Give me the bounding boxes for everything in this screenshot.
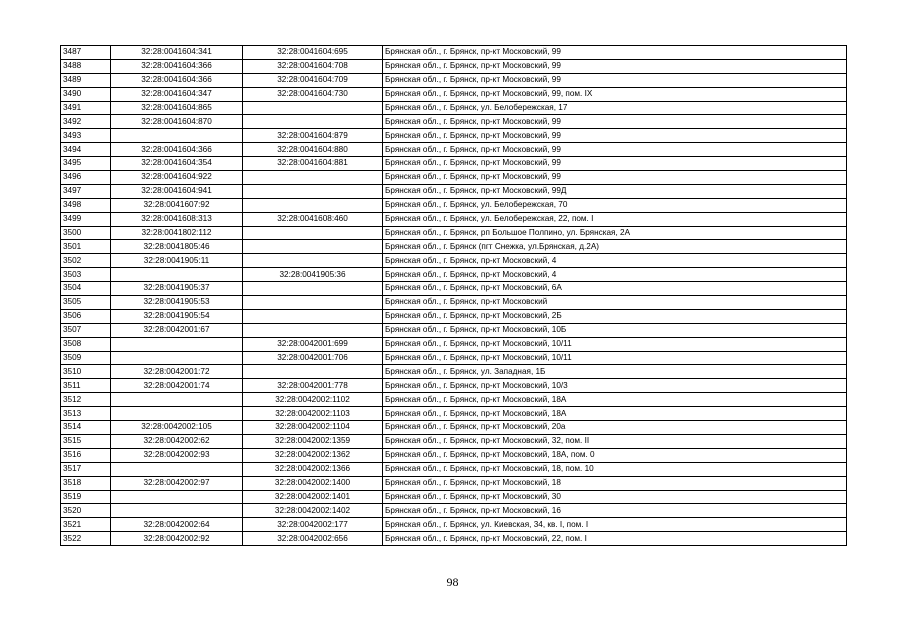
row-number-cell: 3507 (61, 323, 111, 337)
address-cell: Брянская обл., г. Брянск, пр-кт Московский, 99 (383, 129, 847, 143)
building-cadastral-number-cell: 32:28:0042002:1359 (243, 434, 383, 448)
row-number-cell: 3519 (61, 490, 111, 504)
land-cadastral-number-cell: 32:28:0041607:92 (111, 198, 243, 212)
address-cell: Брянская обл., г. Брянск, пр-кт Московский, 30 (383, 490, 847, 504)
table-row (61, 504, 847, 518)
address-cell: Брянская обл., г. Брянск, пр-кт Московский, 4 (383, 268, 847, 282)
address-cell: Брянская обл., г. Брянск, пр-кт Московский, 99 (383, 143, 847, 157)
table-row (61, 73, 847, 87)
address-cell: Брянская обл., г. Брянск, пр-кт Московский, 99 (383, 59, 847, 73)
table-row (61, 448, 847, 462)
land-cadastral-number-cell (111, 462, 243, 476)
address-cell: Брянская обл., г. Брянск, пр-кт Московский, 2Б (383, 309, 847, 323)
building-cadastral-number-cell: 32:28:0042002:1362 (243, 448, 383, 462)
table-row (61, 254, 847, 268)
row-number-cell: 3498 (61, 198, 111, 212)
land-cadastral-number-cell: 32:28:0042001:74 (111, 379, 243, 393)
table-row (61, 87, 847, 101)
building-cadastral-number-cell: 32:28:0042001:778 (243, 379, 383, 393)
land-cadastral-number-cell (111, 490, 243, 504)
building-cadastral-number-cell: 32:28:0042001:706 (243, 351, 383, 365)
row-number-cell: 3499 (61, 212, 111, 226)
land-cadastral-number-cell (111, 393, 243, 407)
land-cadastral-number-cell: 32:28:0042002:92 (111, 532, 243, 546)
building-cadastral-number-cell: 32:28:0041604:695 (243, 46, 383, 60)
property-table (60, 45, 847, 546)
address-cell: Брянская обл., г. Брянск, пр-кт Московский, 6А (383, 282, 847, 296)
table-row (61, 518, 847, 532)
building-cadastral-number-cell (243, 226, 383, 240)
building-cadastral-number-cell: 32:28:0041604:730 (243, 87, 383, 101)
address-cell: Брянская обл., г. Брянск, пр-кт Московский, 18А, пом. 0 (383, 448, 847, 462)
table-row (61, 171, 847, 185)
row-number-cell: 3497 (61, 184, 111, 198)
table-row (61, 476, 847, 490)
address-cell: Брянская обл., г. Брянск, пр-кт Московский, 99 (383, 157, 847, 171)
land-cadastral-number-cell: 32:28:0041905:53 (111, 296, 243, 310)
building-cadastral-number-cell (243, 296, 383, 310)
building-cadastral-number-cell (243, 198, 383, 212)
table-row (61, 226, 847, 240)
table-row (61, 184, 847, 198)
address-cell: Брянская обл., г. Брянск, пр-кт Московский, 99 (383, 171, 847, 185)
address-cell: Брянская обл., г. Брянск, ул. Западная, 1Б (383, 365, 847, 379)
building-cadastral-number-cell (243, 309, 383, 323)
building-cadastral-number-cell (243, 184, 383, 198)
address-cell: Брянская обл., г. Брянск, пр-кт Московский, 10/11 (383, 337, 847, 351)
building-cadastral-number-cell: 32:28:0041604:879 (243, 129, 383, 143)
table-row (61, 462, 847, 476)
table-row (61, 490, 847, 504)
building-cadastral-number-cell: 32:28:0042002:656 (243, 532, 383, 546)
building-cadastral-number-cell: 32:28:0042002:1104 (243, 421, 383, 435)
address-cell: Брянская обл., г. Брянск, пр-кт Московский (383, 296, 847, 310)
land-cadastral-number-cell: 32:28:0042002:97 (111, 476, 243, 490)
row-number-cell: 3518 (61, 476, 111, 490)
address-cell: Брянская обл., г. Брянск, пр-кт Московский, 22, пом. I (383, 532, 847, 546)
address-cell: Брянская обл., г. Брянск, пр-кт Московский, 10Б (383, 323, 847, 337)
building-cadastral-number-cell: 32:28:0042001:699 (243, 337, 383, 351)
land-cadastral-number-cell: 32:28:0041905:37 (111, 282, 243, 296)
table-row (61, 532, 847, 546)
building-cadastral-number-cell: 32:28:0042002:1103 (243, 407, 383, 421)
building-cadastral-number-cell (243, 365, 383, 379)
row-number-cell: 3508 (61, 337, 111, 351)
land-cadastral-number-cell: 32:28:0041905:11 (111, 254, 243, 268)
row-number-cell: 3521 (61, 518, 111, 532)
table-row (61, 59, 847, 73)
building-cadastral-number-cell: 32:28:0041604:880 (243, 143, 383, 157)
land-cadastral-number-cell: 32:28:0041604:941 (111, 184, 243, 198)
address-cell: Брянская обл., г. Брянск, пр-кт Московский, 10/11 (383, 351, 847, 365)
land-cadastral-number-cell: 32:28:0042002:93 (111, 448, 243, 462)
row-number-cell: 3493 (61, 129, 111, 143)
row-number-cell: 3517 (61, 462, 111, 476)
row-number-cell: 3513 (61, 407, 111, 421)
building-cadastral-number-cell: 32:28:0041608:460 (243, 212, 383, 226)
address-cell: Брянская обл., г. Брянск, ул. Белобережская, 70 (383, 198, 847, 212)
table-row (61, 379, 847, 393)
land-cadastral-number-cell: 32:28:0042002:64 (111, 518, 243, 532)
address-cell: Брянская обл., г. Брянск, пр-кт Московский, 16 (383, 504, 847, 518)
address-cell: Брянская обл., г. Брянск, пр-кт Московский, 18 (383, 476, 847, 490)
row-number-cell: 3516 (61, 448, 111, 462)
address-cell: Брянская обл., г. Брянск, пр-кт Московский, 18А (383, 393, 847, 407)
address-cell: Брянская обл., г. Брянск, пр-кт Московский, 99Д (383, 184, 847, 198)
address-cell: Брянская обл., г. Брянск, пр-кт Московский, 99, пом. IX (383, 87, 847, 101)
land-cadastral-number-cell: 32:28:0041805:46 (111, 240, 243, 254)
address-cell: Брянская обл., г. Брянск, пр-кт Московский, 18, пом. 10 (383, 462, 847, 476)
land-cadastral-number-cell: 32:28:0041604:341 (111, 46, 243, 60)
row-number-cell: 3502 (61, 254, 111, 268)
row-number-cell: 3522 (61, 532, 111, 546)
table-row (61, 282, 847, 296)
row-number-cell: 3509 (61, 351, 111, 365)
table-row (61, 198, 847, 212)
row-number-cell: 3494 (61, 143, 111, 157)
table-row (61, 129, 847, 143)
table-row (61, 268, 847, 282)
address-cell: Брянская обл., г. Брянск, пр-кт Московский, 18А (383, 407, 847, 421)
building-cadastral-number-cell (243, 323, 383, 337)
table-row (61, 115, 847, 129)
land-cadastral-number-cell (111, 268, 243, 282)
table-row (61, 434, 847, 448)
land-cadastral-number-cell: 32:28:0041604:354 (111, 157, 243, 171)
table-row (61, 421, 847, 435)
row-number-cell: 3490 (61, 87, 111, 101)
table-row (61, 143, 847, 157)
building-cadastral-number-cell (243, 254, 383, 268)
land-cadastral-number-cell: 32:28:0042001:72 (111, 365, 243, 379)
address-cell: Брянская обл., г. Брянск, пр-кт Московский, 32, пом. II (383, 434, 847, 448)
land-cadastral-number-cell: 32:28:0041608:313 (111, 212, 243, 226)
row-number-cell: 3503 (61, 268, 111, 282)
land-cadastral-number-cell: 32:28:0042002:105 (111, 421, 243, 435)
row-number-cell: 3500 (61, 226, 111, 240)
address-cell: Брянская обл., г. Брянск, пр-кт Московский, 99 (383, 46, 847, 60)
table-row (61, 365, 847, 379)
land-cadastral-number-cell (111, 351, 243, 365)
address-cell: Брянская обл., г. Брянск, пр-кт Московский, 20а (383, 421, 847, 435)
building-cadastral-number-cell (243, 240, 383, 254)
land-cadastral-number-cell: 32:28:0041604:366 (111, 73, 243, 87)
table-row (61, 393, 847, 407)
row-number-cell: 3501 (61, 240, 111, 254)
address-cell: Брянская обл., г. Брянск, ул. Белобережская, 22, пом. I (383, 212, 847, 226)
address-cell: Брянская обл., г. Брянск, пр-кт Московский, 99 (383, 73, 847, 87)
land-cadastral-number-cell: 32:28:0041604:922 (111, 171, 243, 185)
building-cadastral-number-cell: 32:28:0042002:1400 (243, 476, 383, 490)
land-cadastral-number-cell: 32:28:0041604:347 (111, 87, 243, 101)
table-row (61, 212, 847, 226)
row-number-cell: 3506 (61, 309, 111, 323)
address-cell: Брянская обл., г. Брянск, рп Большое Полпино, ул. Брянская, 2А (383, 226, 847, 240)
building-cadastral-number-cell: 32:28:0041604:708 (243, 59, 383, 73)
row-number-cell: 3492 (61, 115, 111, 129)
address-cell: Брянская обл., г. Брянск, ул. Киевская, 34, кв. I, пом. I (383, 518, 847, 532)
land-cadastral-number-cell (111, 504, 243, 518)
address-cell: Брянская обл., г. Брянск, пр-кт Московский, 4 (383, 254, 847, 268)
building-cadastral-number-cell: 32:28:0042002:1402 (243, 504, 383, 518)
address-cell: Брянская обл., г. Брянск, ул. Белобережская, 17 (383, 101, 847, 115)
land-cadastral-number-cell: 32:28:0041604:366 (111, 59, 243, 73)
table-body (61, 46, 847, 546)
row-number-cell: 3511 (61, 379, 111, 393)
land-cadastral-number-cell (111, 407, 243, 421)
table-row (61, 309, 847, 323)
address-cell: Брянская обл., г. Брянск (пгт Снежка, ул.Брянская, д.2А) (383, 240, 847, 254)
building-cadastral-number-cell: 32:28:0041604:881 (243, 157, 383, 171)
row-number-cell: 3510 (61, 365, 111, 379)
land-cadastral-number-cell (111, 337, 243, 351)
row-number-cell: 3515 (61, 434, 111, 448)
row-number-cell: 3488 (61, 59, 111, 73)
land-cadastral-number-cell: 32:28:0041905:54 (111, 309, 243, 323)
row-number-cell: 3495 (61, 157, 111, 171)
land-cadastral-number-cell: 32:28:0041604:870 (111, 115, 243, 129)
row-number-cell: 3514 (61, 421, 111, 435)
row-number-cell: 3520 (61, 504, 111, 518)
row-number-cell: 3491 (61, 101, 111, 115)
land-cadastral-number-cell: 32:28:0041604:366 (111, 143, 243, 157)
building-cadastral-number-cell (243, 171, 383, 185)
land-cadastral-number-cell: 32:28:0041604:865 (111, 101, 243, 115)
table-row (61, 407, 847, 421)
land-cadastral-number-cell (111, 129, 243, 143)
row-number-cell: 3489 (61, 73, 111, 87)
row-number-cell: 3505 (61, 296, 111, 310)
row-number-cell: 3512 (61, 393, 111, 407)
row-number-cell: 3504 (61, 282, 111, 296)
table-row (61, 323, 847, 337)
building-cadastral-number-cell: 32:28:0042002:1102 (243, 393, 383, 407)
row-number-cell: 3487 (61, 46, 111, 60)
table-row (61, 157, 847, 171)
land-cadastral-number-cell: 32:28:0041802:112 (111, 226, 243, 240)
table-row (61, 46, 847, 60)
row-number-cell: 3496 (61, 171, 111, 185)
building-cadastral-number-cell: 32:28:0041604:709 (243, 73, 383, 87)
building-cadastral-number-cell: 32:28:0042002:177 (243, 518, 383, 532)
address-cell: Брянская обл., г. Брянск, пр-кт Московский, 10/3 (383, 379, 847, 393)
building-cadastral-number-cell: 32:28:0042002:1366 (243, 462, 383, 476)
building-cadastral-number-cell: 32:28:0042002:1401 (243, 490, 383, 504)
building-cadastral-number-cell (243, 282, 383, 296)
table-row (61, 337, 847, 351)
land-cadastral-number-cell: 32:28:0042001:67 (111, 323, 243, 337)
table-row (61, 101, 847, 115)
table-row (61, 240, 847, 254)
address-cell: Брянская обл., г. Брянск, пр-кт Московский, 99 (383, 115, 847, 129)
table-row (61, 351, 847, 365)
page-number: 98 (446, 575, 459, 589)
table-row (61, 296, 847, 310)
building-cadastral-number-cell (243, 115, 383, 129)
building-cadastral-number-cell: 32:28:0041905:36 (243, 268, 383, 282)
land-cadastral-number-cell: 32:28:0042002:62 (111, 434, 243, 448)
building-cadastral-number-cell (243, 101, 383, 115)
